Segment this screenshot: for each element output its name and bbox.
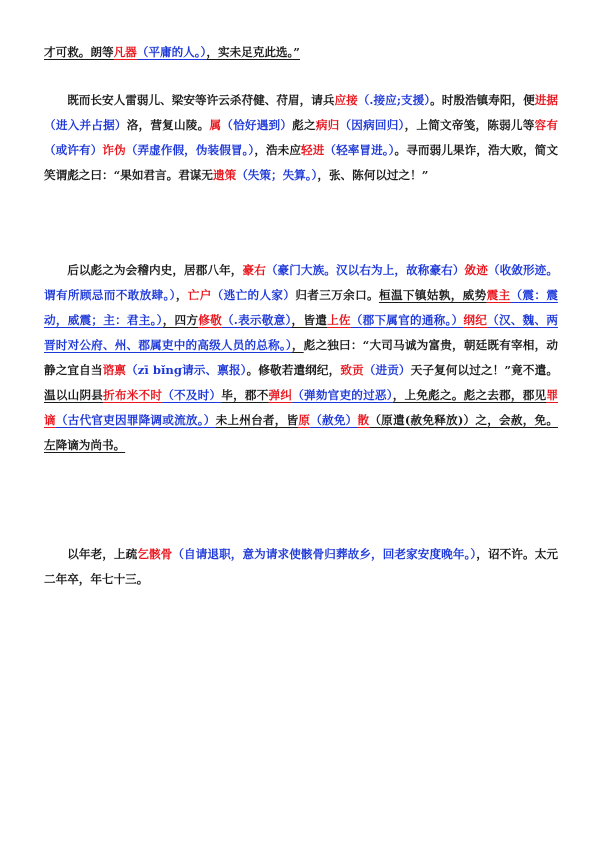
text-run: 温以山阴县	[44, 388, 104, 402]
term-run: 凡器	[113, 45, 137, 59]
text-run: ，实未足克此选。”	[206, 45, 300, 59]
gloss-run: （自请退职，意为请求使骸骨归葬故乡，回老家安度晚年。）	[172, 547, 477, 561]
text-run: 。时殷浩镇寿阳，便	[430, 93, 535, 107]
gloss-run: （平庸的人。）	[136, 45, 207, 59]
gloss-run: （因病回归）	[339, 118, 405, 132]
paragraph-2	[44, 88, 558, 188]
text-run: ，	[175, 288, 188, 302]
gloss-run: （弹劾官吏的过恶）	[292, 388, 393, 402]
gloss-run: （逃亡的人家）	[211, 288, 296, 302]
text-run: （原遣(赦免释放)）	[369, 413, 476, 427]
gloss-run: （zī bǐng请示、禀报）	[126, 363, 247, 377]
term-run: 遗策	[212, 168, 237, 182]
term-run: 敛迹	[464, 263, 488, 277]
gloss-run: （汉、魏、两晋时对公府、州、郡属吏中的高级人员的总称。）	[44, 313, 558, 352]
text-run: 彪之	[292, 118, 316, 132]
term-run: 乞骸骨	[137, 547, 173, 561]
term-run: 进据	[534, 93, 558, 107]
text-run: ，张、陈何以过之！”	[317, 168, 429, 182]
text-run: 之，会赦，免。左降谪为尚书。	[44, 413, 558, 452]
text-run: 未上州台者，皆	[215, 413, 299, 427]
term-run: 属	[209, 118, 222, 132]
text-run: ，浩未应	[254, 143, 302, 157]
gloss-run: （豪门大族。汉以右为上，故称豪右）	[265, 263, 465, 277]
text-run: ，上免彪之。彪之去郡，郡见	[392, 388, 547, 402]
text-run: 归者三万余口。	[295, 288, 380, 302]
gloss-run: （不及时）	[162, 388, 222, 402]
term-run: 谘禀	[102, 363, 127, 377]
term-run: 轻进	[301, 143, 325, 157]
text-run: ，	[291, 338, 304, 352]
term-run: 豪右	[242, 263, 266, 277]
term-run: 弹纠	[268, 388, 293, 402]
text-run: ，诏不许。太元二年卒，年七十三。	[44, 547, 558, 586]
gloss-run: （.表示敬意）	[221, 313, 292, 327]
text-run: 。修敬若遣纲纪，	[246, 363, 341, 377]
gloss-run: （恰好遇到）	[221, 118, 293, 132]
term-run: 致贡	[340, 363, 364, 377]
text-run: 以年老，上疏	[67, 547, 138, 561]
text-run: 彪之独曰：“大司马诚为富贵，朝廷既有宰相，动静之宜自当	[44, 338, 558, 377]
term-run: 原	[298, 413, 311, 427]
term-run: 折布米不时	[103, 388, 163, 402]
text-run: 后以彪之为会稽内史，居郡八年，	[67, 263, 243, 277]
gloss-run: （古代官吏因罪降调或流放。）	[55, 413, 216, 427]
gloss-run: （震：震动，威震；主：君主。）	[44, 288, 558, 327]
gloss-run: （进入并占据）	[44, 118, 127, 132]
text-run: 既而长安人雷弱儿、梁安等许云杀苻健、苻眉，请兵	[67, 93, 335, 107]
text-run: 才可救。朗等	[44, 45, 114, 59]
text-run: ，四方	[162, 313, 199, 327]
paragraph-4	[44, 542, 558, 592]
gloss-run: （进贡）	[363, 363, 411, 377]
term-run: 上佐	[327, 313, 351, 327]
text-run: 洛，营复山陵。	[126, 118, 210, 132]
term-run: 震主	[486, 288, 511, 302]
gloss-run: （收敛形迹。谓有所顾忌而不敢放肆。）	[44, 263, 558, 302]
gloss-run: （或许有）	[44, 143, 103, 157]
term-run: 修敬	[198, 313, 222, 327]
term-run: 纲纪	[463, 313, 488, 327]
paragraph-3	[44, 258, 558, 458]
text-run: 桓温下镇姑孰，威势	[379, 288, 487, 302]
term-run: 病归	[315, 118, 340, 132]
paragraph-1	[44, 40, 558, 65]
term-run: 亡户	[187, 288, 212, 302]
text-run: ，皆遣	[291, 313, 328, 327]
gloss-run: （失策；失算。）	[236, 168, 318, 182]
text-run: ，上简文帝笺，陈弱儿等	[404, 118, 535, 132]
text-run: 毕，郡不	[221, 388, 269, 402]
text-run: 。寻而弱儿果诈，浩大败，简文笑谓彪之曰：“果如君言。君谋无	[44, 143, 558, 182]
term-run: 诈伪	[102, 143, 126, 157]
gloss-run: （郡下属官的通称。）	[350, 313, 464, 327]
gloss-run: （赦免）	[310, 413, 358, 427]
term-run: 散	[357, 413, 370, 427]
term-run: 应接	[334, 93, 358, 107]
gloss-run: （弄虚作假，伪装假冒。）	[125, 143, 255, 157]
gloss-run: （.接应;支援）	[357, 93, 431, 107]
term-run: 容有	[534, 118, 558, 132]
gloss-run: （轻率冒进。）	[324, 143, 395, 157]
text-run: 天子复何以过之！”竟不遣。	[410, 363, 558, 377]
term-run: 罪谪	[44, 388, 558, 427]
